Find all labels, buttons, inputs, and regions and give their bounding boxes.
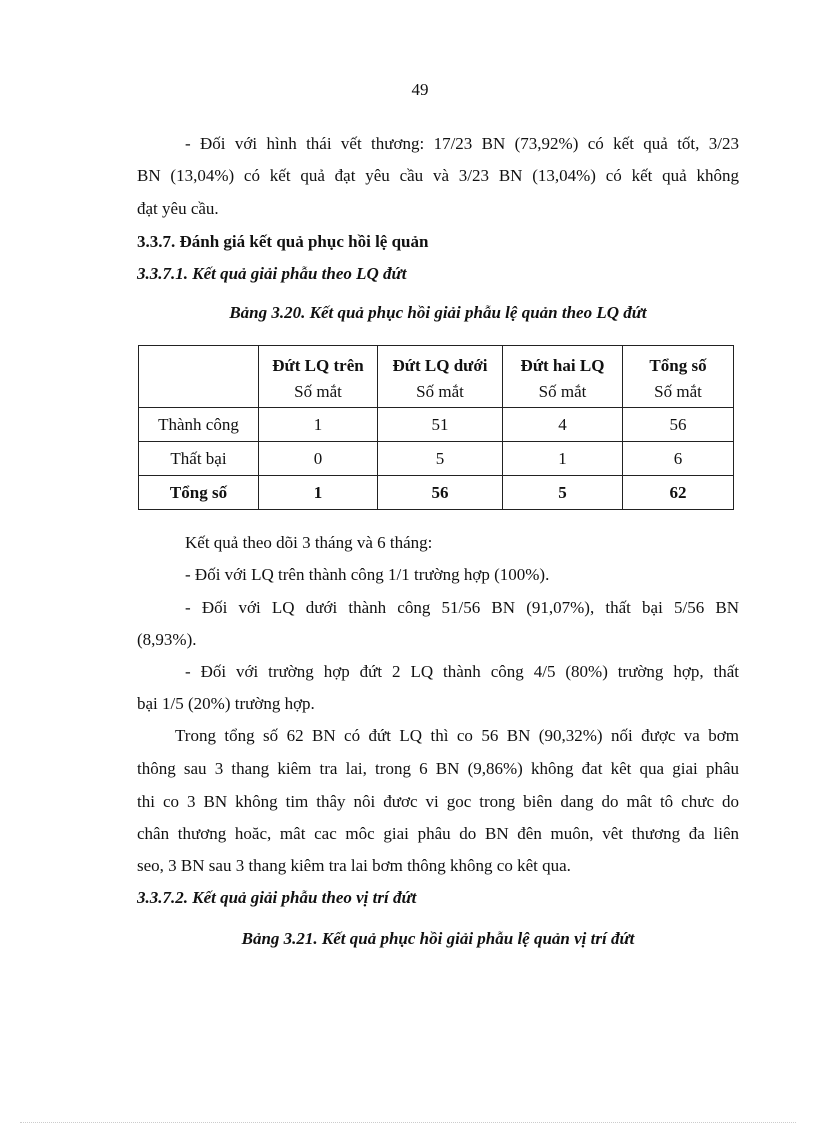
paragraph-line: đạt yêu cầu. <box>137 199 219 218</box>
table-subheader-row <box>139 376 734 408</box>
table-corner-cell <box>139 376 259 408</box>
paragraph-line: - Đối với trường hợp đứt 2 LQ thành công 4/5 (80%) trường hợp, thất <box>185 662 739 681</box>
table-caption: Bảng 3.20. Kết quả phục hồi giải phẫu lệ quản theo LQ đứt <box>229 303 647 322</box>
paragraph-line: Kết quả theo dõi 3 tháng và 6 tháng: <box>185 533 433 552</box>
table-cell: 56 <box>378 476 503 510</box>
table-cell: 6 <box>623 442 734 476</box>
table-header-cell: Đứt LQ trên <box>259 346 378 377</box>
table-subheader-cell: Số mắt <box>259 376 378 408</box>
row-label: Thất bại <box>139 442 259 476</box>
table-header-cell: Đứt LQ dưới <box>378 346 503 377</box>
table-cell: 1 <box>503 442 623 476</box>
page-number: 49 <box>411 80 429 99</box>
row-label: Tổng số <box>139 476 259 510</box>
table-cell: 1 <box>259 476 378 510</box>
table-header-row <box>139 346 734 377</box>
results-table <box>138 345 734 510</box>
paragraph-line: chân thương hoăc, mât cac môc giai phâu do BN đên muôn, vêt thương đa liên <box>137 824 739 843</box>
table-header-cell: Đứt hai LQ <box>503 346 623 377</box>
paragraph-line: - Đối với LQ dưới thành công 51/56 BN (91,07%), thất bại 5/56 BN <box>185 598 739 617</box>
table-subheader-cell: Số mắt <box>378 376 503 408</box>
table-caption: Bảng 3.21. Kết quả phục hồi giải phẫu lệ quản vị trí đứt <box>241 929 635 948</box>
table-cell: 51 <box>378 408 503 442</box>
table-cell: 62 <box>623 476 734 510</box>
paragraph-line: - Đối với hình thái vết thương: 17/23 BN (73,92%) có kết quả tốt, 3/23 <box>185 134 739 153</box>
paragraph-line: thi co 3 BN không tim thây nôi đươc vi goc trong biên dang do mât tô chưc do <box>137 792 739 811</box>
table-subheader-cell: Số mắt <box>503 376 623 408</box>
subsection-heading: 3.3.7.2. Kết quả giải phẫu theo vị trí đứt <box>137 888 417 907</box>
table-cell: 4 <box>503 408 623 442</box>
row-label: Thành công <box>139 408 259 442</box>
paragraph-line: (8,93%). <box>137 630 197 649</box>
table-cell: 0 <box>259 442 378 476</box>
table-subheader-cell: Số mắt <box>623 376 734 408</box>
paragraph-line: thông sau 3 thang kiêm tra lai, trong 6 BN (9,86%) không đat kêt qua giai phâu <box>137 759 739 778</box>
table-cell: 1 <box>259 408 378 442</box>
table-cell: 56 <box>623 408 734 442</box>
section-heading: 3.3.7. Đánh giá kết quả phục hồi lệ quản <box>137 232 429 251</box>
paragraph-line: BN (13,04%) có kết quả đạt yêu cầu và 3/23 BN (13,04%) có kết quả không <box>137 166 739 185</box>
table-cell: 5 <box>378 442 503 476</box>
table-cell: 5 <box>503 476 623 510</box>
paragraph-line: - Đối với LQ trên thành công 1/1 trường hợp (100%). <box>185 565 550 584</box>
table-header-cell: Tổng số <box>623 346 734 377</box>
paragraph-line: Trong tổng số 62 BN có đứt LQ thì co 56 BN (90,32%) nối được va bơm <box>175 726 739 745</box>
table-row <box>139 408 734 442</box>
table-row <box>139 442 734 476</box>
table-total-row <box>139 476 734 510</box>
subsection-heading: 3.3.7.1. Kết quả giải phẫu theo LQ đứt <box>137 264 407 283</box>
paragraph-line: bại 1/5 (20%) trường hợp. <box>137 694 315 713</box>
table-corner-cell <box>139 346 259 377</box>
paragraph-line: seo, 3 BN sau 3 thang kiêm tra lai bơm thông không co kêt qua. <box>137 856 571 875</box>
